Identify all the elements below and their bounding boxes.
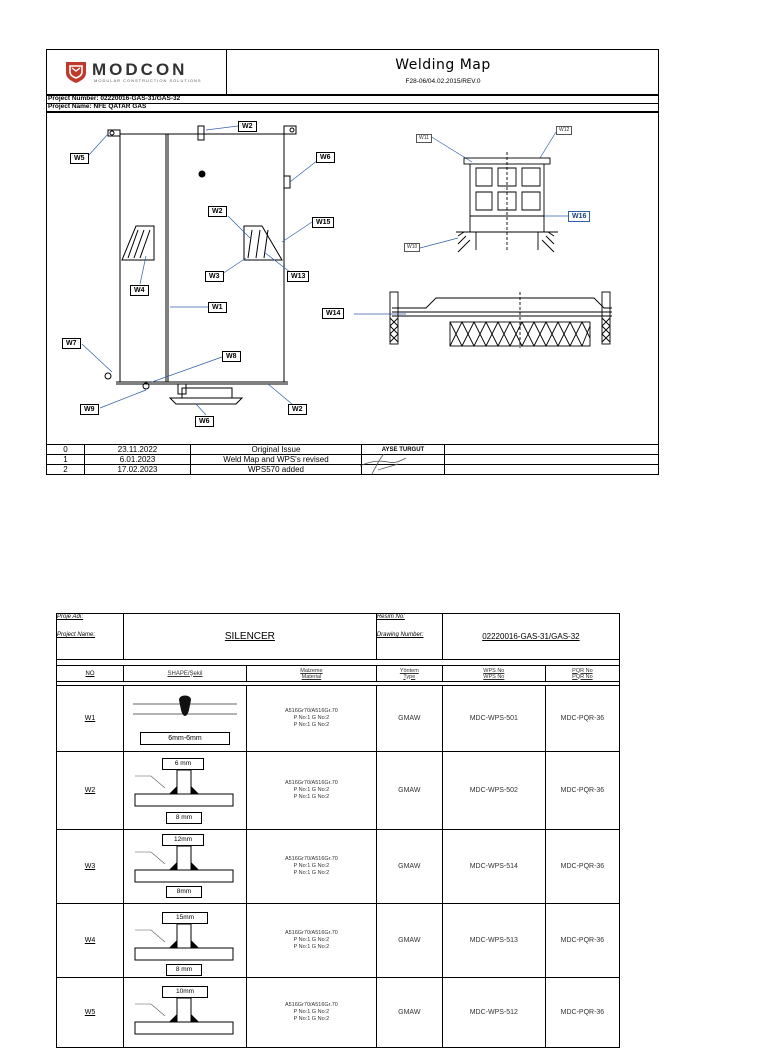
weld-dim-bottom: 8 mm xyxy=(166,964,202,976)
material-line: P No:1 G No:2 xyxy=(293,1016,330,1022)
resim-no-label: Resim No: xyxy=(376,614,405,620)
proje-adi-label: Proje Adı: xyxy=(57,614,84,620)
weld-dim-bottom: 8 mm xyxy=(166,812,202,824)
col-pqr xyxy=(545,666,619,682)
rev-empty xyxy=(445,465,659,475)
material-line: P No:1 G No:2 xyxy=(293,715,330,721)
col-material xyxy=(247,666,377,682)
butt-weld-shape xyxy=(125,692,245,732)
project-name-label: Project Name: xyxy=(57,632,96,638)
material-line: A516Gr70/A516Gr.70 xyxy=(284,930,338,936)
weld-callout-w16: W16 xyxy=(568,211,590,222)
table-row xyxy=(47,445,659,455)
weld-type: GMAW xyxy=(376,686,442,752)
weld-shape-cell xyxy=(124,830,247,904)
logo-subtitle: MODULAR CONSTRUCTION SOLUTIONS xyxy=(94,78,202,83)
weld-shape-cell xyxy=(124,686,247,752)
form-code: F28-06/04.02.2015/REV.0 xyxy=(405,78,481,85)
weld-dim-bottom: 8mm xyxy=(166,886,202,898)
weld-type: GMAW xyxy=(376,978,442,1048)
rev-no: 1 xyxy=(47,455,85,465)
col-type xyxy=(376,666,442,682)
weld-dim-top: 6 mm xyxy=(162,758,204,770)
fillet-weld-shape xyxy=(125,846,245,886)
rev-date: 17.02.2023 xyxy=(85,465,191,475)
weld-no: W1 xyxy=(57,686,124,752)
shield-icon xyxy=(64,60,88,84)
weld-callout-w9: W9 xyxy=(80,404,99,415)
rev-desc: WPS570 added xyxy=(191,465,362,475)
rev-no: 2 xyxy=(47,465,85,475)
weld-callout-w12: W12 xyxy=(556,126,572,135)
table-row xyxy=(57,978,620,1048)
table-row xyxy=(47,455,659,465)
table-row xyxy=(47,465,659,475)
material-line: P No:1 G No:2 xyxy=(293,1009,330,1015)
weld-wps: MDC-WPS-501 xyxy=(442,686,545,752)
rev-desc: Weld Map and WPS's revised xyxy=(191,455,362,465)
revision-table xyxy=(46,444,659,475)
table-row xyxy=(57,686,620,752)
weld-shape-cell xyxy=(124,752,247,830)
fillet-weld-shape xyxy=(125,998,245,1038)
col-pqr-tr: PQR No xyxy=(572,673,593,680)
table-row xyxy=(57,904,620,978)
project-value: SILENCER xyxy=(124,614,377,660)
weld-material xyxy=(247,904,377,978)
weld-callout-w6-bottom: W6 xyxy=(195,416,214,427)
col-type-en: Type xyxy=(403,673,416,680)
drawing-value: 02220016-GAS-31/GAS-32 xyxy=(442,614,619,660)
material-line: P No:1 G No:2 xyxy=(293,870,330,876)
weld-shape-cell xyxy=(124,904,247,978)
rev-empty xyxy=(445,455,659,465)
rev-date: 23.11.2022 xyxy=(85,445,191,455)
material-line: A516Gr70/A516Gr.70 xyxy=(284,856,338,862)
weld-type: GMAW xyxy=(376,830,442,904)
column-header-row xyxy=(57,666,620,682)
col-wps-en: WPS No xyxy=(483,673,505,680)
col-wps-tr: WPS No xyxy=(483,667,505,674)
logo-text: MODCON xyxy=(92,60,188,79)
col-no: NO xyxy=(57,666,124,682)
col-wps xyxy=(442,666,545,682)
col-shape: SHAPE/Şekil xyxy=(124,666,247,682)
material-line: P No:1 G No:2 xyxy=(293,944,330,950)
weld-callout-w13: W13 xyxy=(287,271,309,282)
weld-callout-w11: W11 xyxy=(416,134,432,143)
drawing-number-label: Drawing Number: xyxy=(376,632,424,638)
rev-date: 6.01.2023 xyxy=(85,455,191,465)
modcon-logo xyxy=(64,60,214,84)
weld-callout-w7: W7 xyxy=(62,338,81,349)
col-pqr-en: PQR No xyxy=(572,667,593,674)
material-line: P No:1 G No:2 xyxy=(293,863,330,869)
weld-material xyxy=(247,978,377,1048)
weld-dim-top: 10mm xyxy=(162,986,208,998)
weld-pqr: MDC-PQR-36 xyxy=(545,830,619,904)
rev-desc: Original Issue xyxy=(191,445,362,455)
table-header-row xyxy=(57,614,620,660)
weld-pqr: MDC-PQR-36 xyxy=(545,904,619,978)
drawing-label-cell xyxy=(376,614,442,660)
weld-type: GMAW xyxy=(376,752,442,830)
project-label-cell xyxy=(57,614,124,660)
weld-dim-top: 12mm xyxy=(162,834,204,846)
table-row xyxy=(57,830,620,904)
project-number: Project Number: 02220016-GAS-31/GAS-32 xyxy=(48,95,181,102)
project-name: Project Name: NFE QATAR GAS xyxy=(48,103,147,110)
material-line: P No:1 G No:2 xyxy=(293,794,330,800)
material-line: P No:1 G No:2 xyxy=(293,787,330,793)
weld-pqr: MDC-PQR-36 xyxy=(545,686,619,752)
weld-callout-w2-mid: W2 xyxy=(208,206,227,217)
weld-callout-w15: W15 xyxy=(312,217,334,228)
weld-callout-w4: W4 xyxy=(130,285,149,296)
material-line: A516Gr70/A516Gr.70 xyxy=(284,708,338,714)
fillet-weld-shape xyxy=(125,770,245,810)
weld-callout-w14: W14 xyxy=(322,308,344,319)
col-type-tr: Yöntem xyxy=(399,667,419,674)
weld-callout-w6-right: W6 xyxy=(316,152,335,163)
silencer-drawing xyxy=(46,112,659,445)
weld-wps: MDC-WPS-502 xyxy=(442,752,545,830)
weld-callout-w3: W3 xyxy=(205,271,224,282)
page-title: Welding Map xyxy=(395,57,491,73)
weld-callout-w2-top: W2 xyxy=(238,121,257,132)
weld-no: W4 xyxy=(57,904,124,978)
weld-dim-top: 15mm xyxy=(162,912,208,924)
weld-pqr: MDC-PQR-36 xyxy=(545,978,619,1048)
material-line: P No:1 G No:2 xyxy=(293,937,330,943)
weld-material xyxy=(247,686,377,752)
weld-callout-w1: W1 xyxy=(208,302,227,313)
weld-material xyxy=(247,830,377,904)
weld-callout-w8: W8 xyxy=(222,351,241,362)
rev-empty xyxy=(445,445,659,455)
weld-no: W3 xyxy=(57,830,124,904)
weld-table xyxy=(56,613,620,1048)
weld-callout-w2-bottom: W2 xyxy=(288,404,307,415)
table-row xyxy=(57,752,620,830)
weld-callout-w10: W10 xyxy=(404,243,420,252)
weld-wps: MDC-WPS-513 xyxy=(442,904,545,978)
weld-no: W2 xyxy=(57,752,124,830)
weld-no: W5 xyxy=(57,978,124,1048)
rev-by: AYSE TURGUT xyxy=(362,445,445,455)
col-material-en: Material xyxy=(301,673,322,680)
weld-type: GMAW xyxy=(376,904,442,978)
weld-callout-w5: W5 xyxy=(70,153,89,164)
signature xyxy=(358,452,408,480)
weld-wps: MDC-WPS-512 xyxy=(442,978,545,1048)
material-line: A516Gr70/A516Gr.70 xyxy=(284,780,338,786)
weld-material xyxy=(247,752,377,830)
col-material-tr: Malzeme xyxy=(300,667,323,674)
material-line: A516Gr70/A516Gr.70 xyxy=(284,1002,338,1008)
rev-no: 0 xyxy=(47,445,85,455)
material-line: P No:1 G No:2 xyxy=(293,722,330,728)
weld-pqr: MDC-PQR-36 xyxy=(545,752,619,830)
weld-wps: MDC-WPS-514 xyxy=(442,830,545,904)
fillet-weld-shape xyxy=(125,924,245,964)
weld-dim-bottom: 6mm-6mm xyxy=(140,732,230,745)
weld-shape-cell xyxy=(124,978,247,1048)
